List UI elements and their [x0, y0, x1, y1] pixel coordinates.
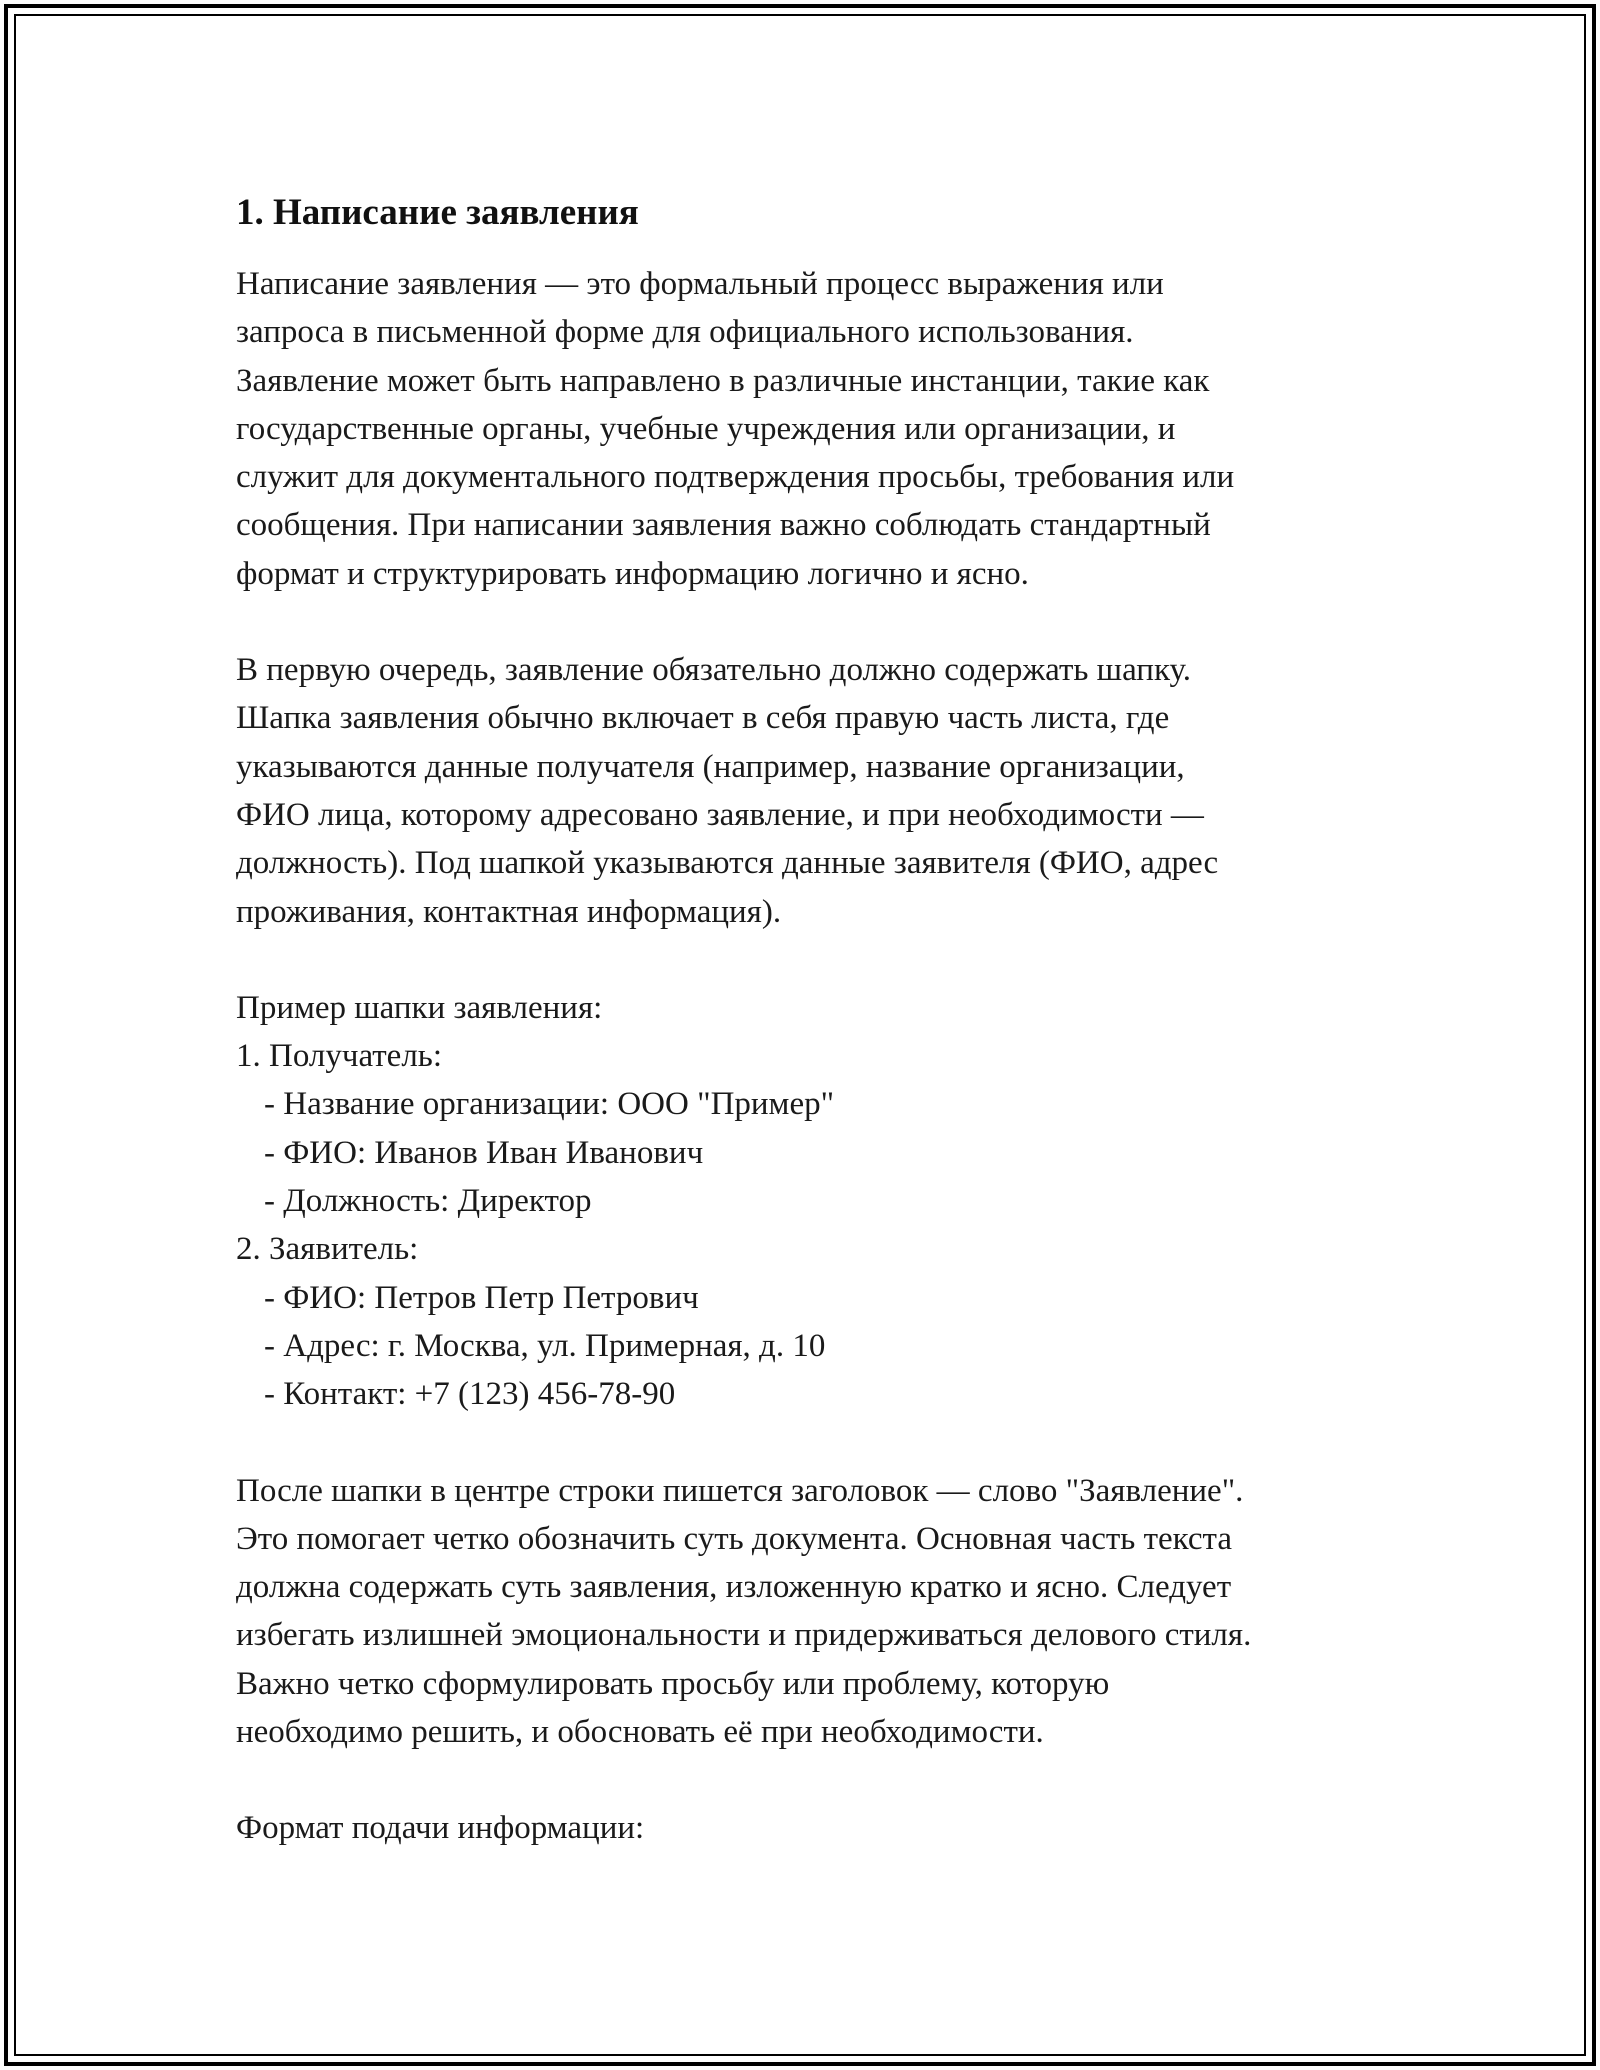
applicant-contact: - Контакт: +7 (123) 456-78-90	[264, 1376, 676, 1413]
applicant-label: 2. Заявитель:	[236, 1231, 419, 1268]
recipient-name: - ФИО: Иванов Иван Иванович	[264, 1134, 704, 1171]
after-header-paragraph: После шапки в центре строки пишется заголовок — слово "Заявление". Это помогает четко обозначить суть документа. Основная часть текста должна содержать суть заявления, изложенную кратко и ясно. Следует избегать излишней эмоциональности и придерживаться делового стиля. Важно четко сформулировать просьбу или проблему, которую необходимо решить, и обосновать её при необходимости.	[236, 1472, 1252, 1751]
header-info-paragraph: В первую очередь, заявление обязательно должно содержать шапку. Шапка заявления обычно включает в себя правую часть листа, где указываются данные получателя (например, название организации, ФИО лица, которому адресовано заявление, и при необходимости — должность). Под шапкой указываются данные заявителя (ФИО, адрес проживания, контактная информация).	[236, 652, 1219, 930]
applicant-address: - Адрес: г. Москва, ул. Примерная, д. 10	[264, 1327, 826, 1364]
intro-paragraph: Написание заявления — это формальный процесс выражения или запроса в письменной форме для официального использования. Заявление может быть направлено в различные инстанции, такие как государственные органы, учебные учреждения или организации, и служит для документального подтверждения просьбы, требования или сообщения. При написании заявления важно соблюдать стандартный формат и структурировать информацию логично и ясно.	[236, 266, 1235, 592]
recipient-organization: - Название организации: ООО "Пример"	[264, 1086, 835, 1123]
format-paragraph: Формат подачи информации:	[236, 1810, 645, 1847]
example-header-block	[236, 984, 1396, 1419]
example-title: Пример шапки заявления:	[236, 989, 603, 1026]
section-heading: 1. Написание заявления	[236, 192, 639, 233]
document-page	[236, 186, 1396, 1901]
recipient-position: - Должность: Директор	[264, 1183, 592, 1220]
recipient-label: 1. Получатель:	[236, 1038, 443, 1075]
applicant-name: - ФИО: Петров Петр Петрович	[264, 1279, 699, 1316]
